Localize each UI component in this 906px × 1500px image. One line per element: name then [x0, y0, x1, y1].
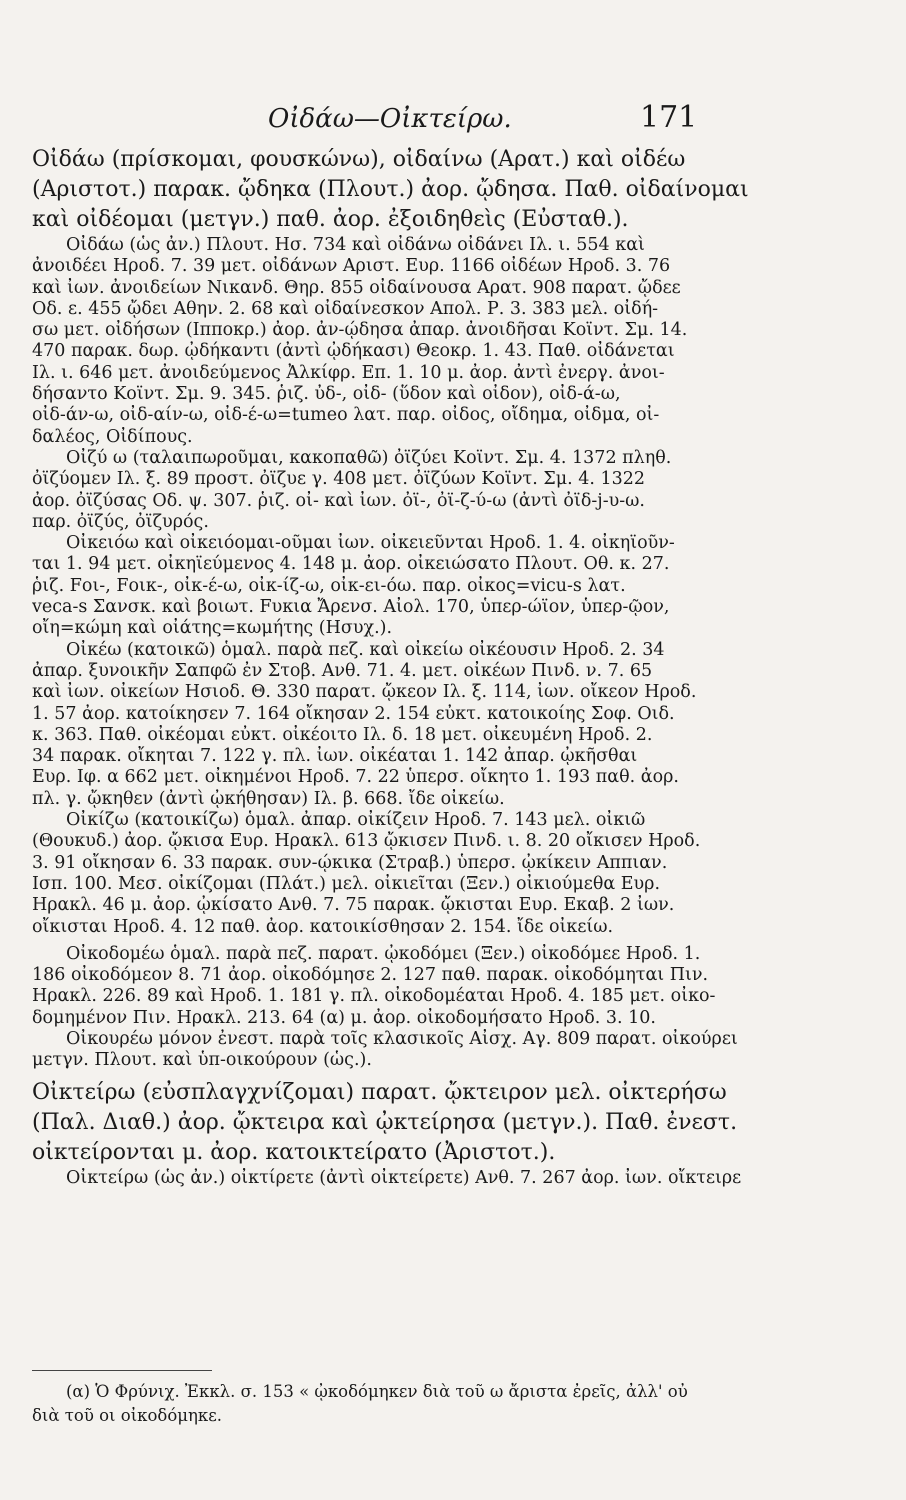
entry-line: οἴη=κώμη καὶ οἰάτης=κωμήτης (Ησυχ.).	[32, 618, 393, 639]
footnote-line: (α) Ὁ Φρύνιχ. Ἐκκλ. σ. 153 « ᾠκοδόμηκεν διὰ τοῦ ω ἄριστα ἐρεῖς, ἀλλ' οὐ	[66, 1382, 688, 1401]
entry-line: οἰδ-άν-ω, οἰδ-αίν-ω, οἰδ-έ-ω=tumeo λατ. παρ. οἶδος, οἴδημα, οἶδμα, οἰ-	[32, 405, 660, 426]
entry-line: Οδ. ε. 455 ᾤδει Αθην. 2. 68 καὶ οἰδαίνεσκον Απολ. Ρ. 3. 383 μελ. οἰδή-	[32, 298, 659, 319]
entry-line: πλ. γ. ᾤκηθεν (ἀντὶ ᾠκήθησαν) Ιλ. β. 668. ἴδε οἰκείω.	[32, 788, 505, 809]
entry-line: σω μετ. οἰδήσων (Ιπποκρ.) ἀορ. ἀν-ῴδησα ἀπαρ. ἀνοιδῆσαι Κοϊντ. Σμ. 14.	[32, 320, 688, 341]
entry-line: παρ. ὀϊζύς, ὀϊζυρός.	[32, 511, 209, 532]
entry-line: (Παλ. Διαθ.) ἀορ. ᾤκτειρα καὶ ᾠκτείρησα (μετγν.). Παθ. ἐνεστ.	[32, 1109, 738, 1135]
entry-line: μετγν. Πλουτ. καὶ ὑπ-οικούρουν (ὡς.).	[32, 1050, 372, 1071]
entry-line: καὶ ἰων. οἰκείων Ησιοδ. Θ. 330 παρατ. ᾤκεον Ιλ. ξ. 114, ἰων. οἴκεον Ηροδ.	[32, 682, 697, 703]
entry-line: καὶ ἰων. ἀνοιδείων Νικανδ. Θηρ. 855 οἰδαίνουσα Αρατ. 908 παρατ. ᾤδεε	[32, 277, 681, 298]
entry-oidao-detail	[32, 235, 890, 448]
entry-oikeo	[32, 640, 890, 810]
entry-line: 186 οἰκοδόμεον 8. 71 ἀορ. οἰκοδόμησε 2. 127 παθ. παρακ. οἰκοδόμηται Πιν.	[32, 965, 709, 986]
entry-line: ται 1. 94 μετ. οἰκηϊεύμενος 4. 148 μ. ἀορ. οἰκειώσατο Πλουτ. Οθ. κ. 27.	[32, 554, 670, 575]
footnote	[32, 1380, 890, 1428]
entry-line: Οἰζύ ω (ταλαιπωροῦμαι, κακοπαθῶ) ὀϊζύει Κοϊντ. Σμ. 4. 1372 πληθ.	[66, 447, 672, 468]
entry-oizuo	[32, 448, 890, 533]
entry-oikteiro-detail	[32, 1168, 890, 1189]
entry-line: 3. 91 οἴκησαν 6. 33 παρακ. συν-ῴκικα (Στραβ.) ὑπερσ. ᾠκίκειν Αππιαν.	[32, 852, 668, 873]
entry-line: ἀορ. ὀϊζύσας Οδ. ψ. 307. ῥιζ. οἰ- καὶ ἰων. ὀϊ-, ὀϊ-ζ-ύ-ω (ἀντὶ ὀϊδ-j-υ-ω.	[32, 490, 645, 511]
entry-line: Οἰκτείρω (εὐσπλαγχνίζομαι) παρατ. ᾤκτειρον μελ. οἰκτερήσω	[32, 1079, 727, 1105]
entry-line: 470 παρακ. δωρ. ᾠδήκαντι (ἀντὶ ᾠδήκασι) Θεοκρ. 1. 43. Παθ. οἰδάνεται	[32, 341, 675, 362]
entry-line: (Θουκυδ.) ἀορ. ᾤκισα Ευρ. Ηρακλ. 613 ᾤκισεν Πινδ. ι. 8. 20 οἴκισεν Ηροδ.	[32, 831, 701, 852]
entry-line: veca-s Σανσκ. καὶ βοιωτ. Fυκια Ἄρενσ. Αἰολ. 170, ὑπερ-ώϊον, ὑπερ-ῷον,	[32, 597, 670, 618]
entry-line: ῥιζ. Fοι-, Fοικ-, οἰκ-έ-ω, οἰκ-ίζ-ω, οἰκ-ει-όω. παρ. οἶκος=vicu-s λατ.	[32, 575, 626, 596]
entry-oikteiro-head	[32, 1078, 890, 1168]
footnote-line: διὰ τοῦ οι οἰκοδόμηκε.	[32, 1406, 223, 1425]
entry-line: Οἰδάω (ὡς ἀν.) Πλουτ. Ησ. 734 καὶ οἰδάνω οἰδάνει Ιλ. ι. 554 καὶ	[66, 235, 645, 255]
entry-line: Ιλ. ι. 646 μετ. ἀνοιδεύμενος Ἀλκίφρ. Επ. 1. 10 μ. ἀορ. ἀντὶ ἐνεργ. ἀνοι-	[32, 362, 665, 383]
entry-oidao-head	[32, 145, 890, 235]
entry-line: Οἰκουρέω μόνον ἐνεστ. παρὰ τοῖς κλασικοῖς Αἰσχ. Αγ. 809 παρατ. οἰκούρει	[66, 1028, 738, 1049]
entry-line: Οἰκτείρω (ὡς ἀν.) οἰκτίρετε (ἀντὶ οἰκτείρετε) Ανθ. 7. 267 ἀορ. ἰων. οἴκτειρε	[66, 1167, 742, 1188]
entry-oikodomeo	[32, 944, 890, 1029]
entry-line: (Αριστοτ.) παρακ. ᾤδηκα (Πλουτ.) ἀορ. ᾤδησα. Παθ. οἰδαίνομαι	[32, 177, 749, 202]
entry-line: ὀϊζύομεν Ιλ. ξ. 89 προστ. ὀΐζυε γ. 408 μετ. ὀϊζύων Κοϊντ. Σμ. 4. 1322	[32, 469, 646, 490]
entry-line: ἀπαρ. ξυνοικῆν Σαπφῶ ἐν Στοβ. Ανθ. 71. 4. μετ. οἰκέων Πινδ. ν. 7. 65	[32, 660, 653, 681]
footnote-rule	[32, 1370, 212, 1371]
entry-line: 1. 57 ἀορ. κατοίκησεν 7. 164 οἴκησαν 2. 154 εὐκτ. κατοικοίης Σοφ. Οιδ.	[32, 703, 675, 724]
entry-line: δομημένον Πιν. Ηρακλ. 213. 64 (α) μ. ἀορ. οἰκοδομήσατο Ηροδ. 3. 10.	[32, 1007, 656, 1028]
entry-line: καὶ οἰδέομαι (μετγν.) παθ. ἀορ. ἐξοιδηθεὶς (Εὐσταθ.).	[32, 207, 629, 232]
running-head	[0, 100, 906, 140]
page-number: 171	[640, 100, 698, 135]
entry-oikoureo	[32, 1029, 890, 1072]
entry-line: Οἰκοδομέω ὁμαλ. παρὰ πεζ. παρατ. ᾠκοδόμει (Ξεν.) οἰκοδόμεε Ηροδ. 1.	[66, 943, 701, 964]
entry-line: Οἰδάω (πρίσκομαι, φουσκώνω), οἰδαίνω (Αρατ.) καὶ οἰδέω	[32, 147, 686, 172]
dictionary-body	[32, 145, 890, 1189]
entry-line: Ευρ. Ιφ. α 662 μετ. οἰκημένοι Ηροδ. 7. 22 ὑπερσ. οἴκητο 1. 193 παθ. ἀορ.	[32, 767, 679, 788]
entry-line: 34 παρακ. οἴκηται 7. 122 γ. πλ. ἰων. οἰκέαται 1. 142 ἀπαρ. ᾠκῆσθαι	[32, 746, 638, 767]
entry-line: δήσαντο Κοϊντ. Σμ. 9. 345. ῥιζ. ὐδ-, οἰδ- (ὕδον καὶ οἶδον), οἰδ-ά-ω,	[32, 384, 621, 405]
entry-line: ἀνοιδέει Ηροδ. 7. 39 μετ. οἰδάνων Αριστ. Ευρ. 1166 οἰδέων Ηροδ. 3. 76	[32, 256, 671, 277]
entry-line: Ηρακλ. 226. 89 καὶ Ηροδ. 1. 181 γ. πλ. οἰκοδομέαται Ηροδ. 4. 185 μετ. οἰκο-	[32, 986, 716, 1007]
entry-line: Ισπ. 100. Μεσ. οἰκίζομαι (Πλάτ.) μελ. οἰκιεῖται (Ξεν.) οἰκιούμεθα Ευρ.	[32, 873, 661, 894]
entry-line: Οἰκέω (κατοικῶ) ὁμαλ. παρὰ πεζ. καὶ οἰκείω οἰκέουσιν Ηροδ. 2. 34	[66, 639, 665, 660]
entry-line: Ηρακλ. 46 μ. ἀορ. ᾠκίσατο Ανθ. 7. 75 παρακ. ᾤκισται Ευρ. Εκαβ. 2 ἰων.	[32, 895, 675, 916]
entry-line: Οἰκειόω καὶ οἰκειόομαι-οῦμαι ἰων. οἰκειεῦνται Ηροδ. 1. 4. οἰκηϊοῦν-	[66, 533, 675, 554]
entry-line: οἴκισται Ηροδ. 4. 12 παθ. ἀορ. κατοικίσθησαν 2. 154. ἴδε οἰκείω.	[32, 916, 614, 937]
entry-line: οἰκτείρονται μ. ἀορ. κατοικτείρατο (Ἀριστοτ.).	[32, 1139, 556, 1165]
entry-line: Οἰκίζω (κατοικίζω) ὁμαλ. ἀπαρ. οἰκίζειν Ηροδ. 7. 143 μελ. οἰκιῶ	[66, 810, 646, 831]
entry-line: δαλέος, Οἰδίπους.	[32, 426, 193, 447]
entry-oikeioo	[32, 533, 890, 639]
entry-line: κ. 363. Παθ. οἰκέομαι εὐκτ. οἰκέοιτο Ιλ. δ. 18 μετ. οἰκευμένη Ηροδ. 2.	[32, 724, 653, 745]
running-title: Οἰδάω—Οἰκτείρω.	[268, 104, 512, 134]
entry-oikizo	[32, 810, 890, 938]
